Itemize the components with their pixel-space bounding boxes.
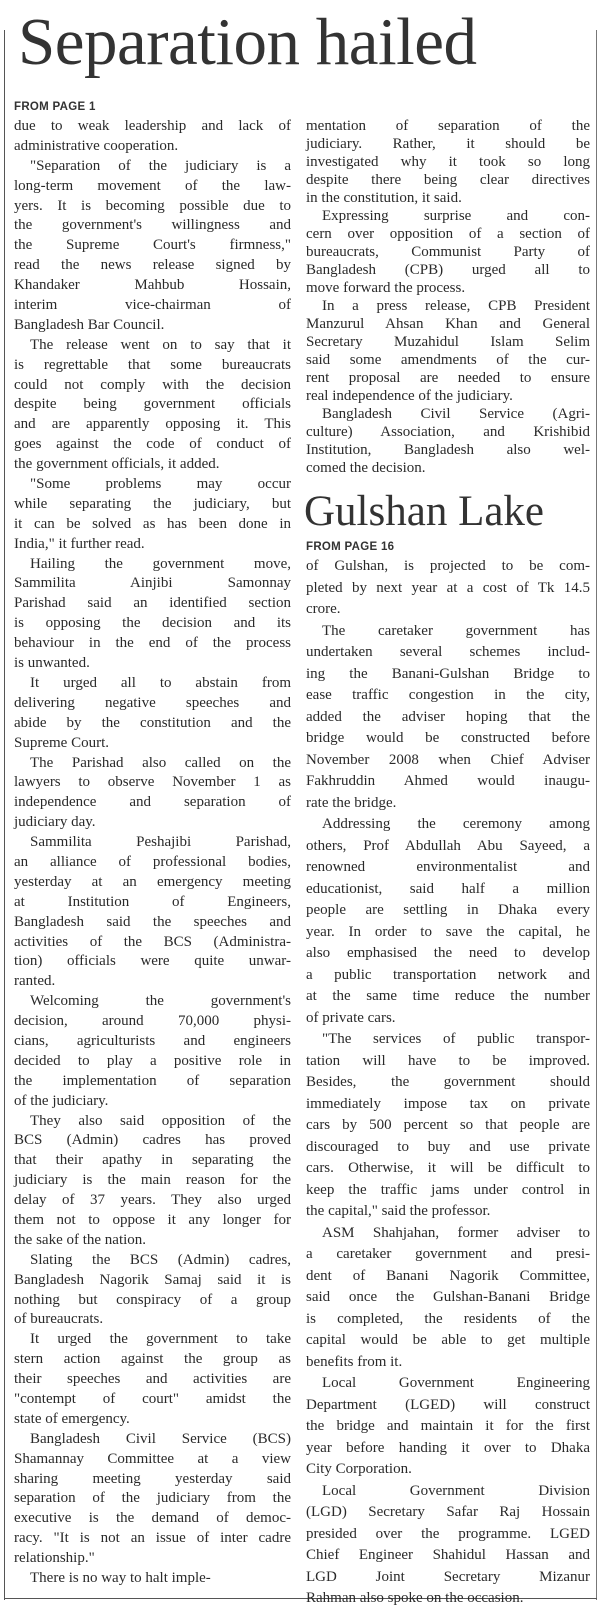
paragraph — [306, 297, 590, 405]
text-line: "Some problems may occur — [30, 476, 291, 493]
text-line: delivering negative speeches and — [14, 694, 291, 711]
text-line: also emphasised the need to develop — [306, 945, 590, 961]
text-line: of the judiciary. — [14, 1092, 109, 1109]
text-line: Rahman also spoke on the occasion. — [306, 1590, 524, 1606]
text-line: of Gulshan, is projected to be com- — [306, 558, 590, 574]
text-line: Institution, Bangladesh also wel- — [306, 442, 590, 458]
text-line: LGD Joint Secretary Mizanur — [306, 1568, 590, 1585]
paragraph — [14, 754, 291, 834]
text-line: Department (LGED) will construct — [306, 1396, 590, 1413]
paragraph — [14, 117, 291, 157]
paragraph — [306, 207, 590, 297]
text-line: is opposing the decision and its — [14, 615, 291, 632]
paragraph — [14, 157, 291, 336]
text-line: an alliance of professional bodies, — [14, 853, 291, 870]
paragraph — [306, 814, 590, 1029]
text-line: Supreme Court. — [14, 734, 109, 751]
text-line: ranted. — [14, 973, 56, 990]
text-line: Besides, the government should — [306, 1074, 590, 1090]
text-line: cians, agriculturists and engineers — [14, 1032, 291, 1049]
text-line: Parishad said an identified section — [14, 595, 291, 612]
text-line: bridge would be constructed before — [306, 730, 590, 746]
text-line: a public transportation network and — [306, 966, 590, 983]
paragraph — [14, 833, 291, 992]
text-line: while separating the judiciary, but — [14, 495, 291, 512]
text-line: dent of Banani Nagorik Committee, — [306, 1267, 590, 1284]
paragraph — [14, 674, 291, 754]
text-line: said once the Gulshan-Banani Bridge — [306, 1289, 590, 1305]
text-line: goes against the code of conduct of — [14, 436, 291, 453]
text-line: The caretaker government has — [322, 622, 590, 639]
text-line: Local Government Engineering — [322, 1375, 590, 1391]
text-line: administrative cooperation. — [14, 137, 179, 154]
text-line: Slating the BCS (Admin) cadres, — [30, 1251, 291, 1268]
text-line: benefits from it. — [306, 1353, 403, 1370]
text-line: ease traffic congestion in the city, — [306, 687, 590, 703]
text-line: the government officials, it added. — [14, 456, 220, 473]
text-line: others, Prof Abdullah Abu Sayeed, a — [306, 837, 590, 854]
text-line: the capital," said the professor. — [306, 1203, 491, 1219]
text-line: pleted by next year at a cost of Tk 14.5 — [306, 579, 590, 596]
text-line: judiciary day. — [14, 814, 96, 831]
text-line: Addressing the ceremony among — [322, 816, 590, 832]
text-line: In a press release, CPB President — [322, 298, 590, 314]
text-line: separation of the judiciary from the — [14, 1490, 291, 1507]
text-line: Welcoming the government's — [30, 993, 291, 1010]
text-line: despite being government officials — [14, 396, 291, 413]
text-line: activities of the BCS (Administra- — [14, 933, 291, 950]
text-line: of private cars. — [306, 1009, 396, 1026]
text-line: India," it further read. — [14, 535, 145, 552]
text-line: Bangladesh Bar Council. — [14, 316, 165, 333]
article2-column — [306, 556, 590, 1610]
text-line: year before handing it over to Dhaka — [306, 1439, 590, 1456]
text-line: independence and separation of — [14, 794, 291, 811]
text-line: culture) Association, and Krishibid — [306, 424, 590, 440]
text-line: is unwanted. — [14, 655, 90, 672]
text-line: long-term movement of the law- — [14, 177, 291, 194]
text-line: the government's willingness and — [14, 217, 291, 234]
text-line: "The services of public transpor- — [322, 1031, 590, 1047]
text-line: at the same time reduce the number — [306, 988, 590, 1004]
text-line: Khandaker Mahbub Hossain, — [14, 277, 291, 294]
text-line: The release went on to say that it — [30, 336, 291, 353]
text-line: at Institution of Engineers, — [14, 893, 291, 910]
text-line: of bureaucrats. — [14, 1311, 104, 1328]
paragraph — [14, 1112, 291, 1251]
text-line: Fakhruddin Ahmed would inaugu- — [306, 773, 590, 789]
text-line: cars. Otherwise, it will be difficult to — [306, 1160, 590, 1176]
text-line: and are apparently opposing it. This — [14, 416, 291, 433]
text-line: Sammilita Ainjibi Samonnay — [14, 575, 291, 592]
text-line: nothing but conspiracy of a group — [14, 1291, 291, 1308]
text-line: their speeches and activities are — [14, 1371, 291, 1388]
text-line: people are settling in Dhaka every — [306, 902, 590, 918]
paragraph — [306, 1029, 590, 1223]
article1-right-column — [306, 117, 590, 477]
text-line: Sammilita Peshajibi Parishad, — [30, 834, 291, 851]
paragraph — [306, 556, 590, 621]
text-line: is completed, the residents of the — [306, 1310, 590, 1327]
text-line: "Separation of the judiciary is a — [30, 157, 291, 174]
kicker-from-page-16: FROM PAGE 16 — [306, 541, 395, 553]
paragraph — [14, 555, 291, 674]
text-line: is regrettable that some bureaucrats — [14, 356, 291, 373]
text-line: year. In order to save the capital, he — [306, 923, 590, 940]
text-line: The Parishad also called on the — [30, 754, 291, 771]
text-line: City Corporation. — [306, 1461, 412, 1477]
text-line: move forward the process. — [306, 280, 466, 296]
text-line: "contempt of court" amidst the — [14, 1391, 291, 1407]
paragraph — [306, 1223, 590, 1374]
text-line: interim vice-chairman of — [14, 297, 291, 314]
text-line: yers. It is becoming possible due to — [14, 197, 291, 214]
text-line: investigated why it took so long — [306, 154, 590, 170]
text-line: due to weak leadership and lack of — [14, 118, 291, 134]
paragraph — [306, 405, 590, 477]
text-line: a caretaker government and presi- — [306, 1246, 590, 1262]
text-line: delay of 37 years. They also urged — [14, 1192, 291, 1209]
text-line: that their apathy in separating the — [14, 1152, 291, 1169]
text-line: them not to oppose it any longer for — [14, 1211, 291, 1228]
text-line: the Supreme Court's firmness," — [14, 237, 291, 254]
right-border-rule — [596, 30, 597, 1600]
text-line: comed the decision. — [306, 460, 426, 476]
text-line: Manzurul Ahsan Khan and General — [306, 316, 590, 332]
text-line: Hailing the government move, — [30, 555, 291, 572]
text-line: Shamannay Committee at a view — [14, 1450, 291, 1467]
text-line: (LGD) Secretary Safar Raj Hossain — [306, 1504, 590, 1520]
text-line: behaviour in the end of the process — [14, 635, 291, 652]
text-line: ASM Shahjahan, former adviser to — [322, 1224, 590, 1241]
text-line: Bangladesh Civil Service (Agri- — [322, 406, 590, 422]
text-line: tation will have to be improved. — [306, 1052, 590, 1069]
headline-separation-hailed: Separation hailed — [18, 5, 477, 79]
text-line: presided over the programme. LGED — [306, 1525, 590, 1542]
text-line: crore. — [306, 601, 341, 617]
text-line: real independence of the judiciary. — [306, 388, 513, 404]
kicker-from-page-1: FROM PAGE 1 — [14, 101, 96, 113]
text-line: stern action against the group as — [14, 1351, 291, 1368]
text-line: in the constitution, it said. — [306, 190, 462, 206]
text-line: Chief Engineer Shahidul Hassan and — [306, 1547, 590, 1563]
text-line: cern over opposition of a section of — [306, 226, 590, 242]
text-line: added the adviser hoping that the — [306, 708, 590, 725]
paragraph — [14, 1430, 291, 1569]
text-line: Bangladesh Civil Service (BCS) — [30, 1430, 291, 1447]
text-line: capital would be able to get multiple — [306, 1332, 590, 1348]
paragraph — [306, 1481, 590, 1610]
text-line: bureaucrats, Communist Party of — [306, 244, 590, 260]
headline-gulshan-lake: Gulshan Lake — [304, 488, 545, 535]
text-line: educationist, said half a million — [306, 880, 590, 897]
paragraph — [306, 117, 590, 207]
text-line: rate the bridge. — [306, 794, 397, 811]
text-line: yesterday at an emergency meeting — [14, 873, 291, 890]
text-line: Local Government Division — [322, 1482, 590, 1499]
text-line: undertaken several schemes includ- — [306, 644, 590, 660]
text-line: immediately impose tax on private — [306, 1095, 590, 1112]
text-line: They also said opposition of the — [30, 1112, 291, 1129]
text-line: judiciary is the main reason for the — [14, 1172, 291, 1189]
text-line: decision, around 70,000 physi- — [14, 1013, 291, 1030]
text-line: the sake of the nation. — [14, 1231, 147, 1248]
text-line: November 2008 when Chief Adviser — [306, 751, 590, 768]
paragraph — [306, 1373, 590, 1481]
text-line: There is no way to halt imple- — [30, 1570, 211, 1587]
text-line: executive is the demand of democ- — [14, 1510, 291, 1527]
text-line: BCS (Admin) cadres has proved — [14, 1132, 291, 1149]
text-line: the implementation of separation — [14, 1072, 291, 1089]
text-line: judiciary. Rather, it should be — [306, 136, 590, 152]
text-line: mentation of separation of the — [306, 118, 590, 134]
text-line: ing the Banani-Gulshan Bridge to — [306, 665, 590, 682]
text-line: said some amendments of the cur- — [306, 352, 590, 368]
text-line: the bridge and maintain it for the first — [306, 1418, 590, 1434]
article1-left-column — [14, 117, 291, 1589]
text-line: Bangladesh (CPB) urged all to — [306, 262, 590, 278]
text-line: sharing meeting yesterday said — [14, 1470, 291, 1487]
paragraph — [14, 336, 291, 475]
text-line: It urged all to abstain from — [30, 674, 291, 691]
paragraph — [14, 475, 291, 555]
text-line: keep the traffic jams under control in — [306, 1181, 590, 1198]
text-line: despite there being clear directives — [306, 172, 590, 188]
text-line: could not comply with the decision — [14, 376, 291, 393]
text-line: lawyers to observe November 1 as — [14, 774, 291, 791]
left-border-rule — [4, 30, 5, 1600]
text-line: tion) officials were quite unwar- — [14, 953, 291, 970]
text-line: Bangladesh said the speeches and — [14, 913, 291, 930]
text-line: decided to play a positive role in — [14, 1052, 291, 1069]
text-line: Bangladesh Nagorik Samaj said it is — [14, 1271, 291, 1288]
text-line: abide by the constitution and the — [14, 714, 291, 731]
text-line: relationship." — [14, 1550, 95, 1567]
paragraph — [14, 1330, 291, 1429]
paragraph — [14, 1569, 291, 1589]
text-line: Secretary Muzahidul Islam Selim — [306, 334, 590, 350]
paragraph — [14, 1251, 291, 1331]
text-line: cars by 500 percent so that people are — [306, 1117, 590, 1133]
text-line: racy. "It is not an issue of inter cadre — [14, 1530, 291, 1547]
text-line: state of emergency. — [14, 1410, 130, 1427]
text-line: It urged the government to take — [30, 1331, 291, 1348]
text-line: renowned environmentalist and — [306, 859, 590, 875]
text-line: rent proposal are needed to ensure — [306, 370, 590, 386]
text-line: it can be solved as has been done in — [14, 515, 291, 532]
text-line: read the news release signed by — [14, 257, 291, 274]
paragraph — [306, 621, 590, 815]
text-line: discouraged to buy and use private — [306, 1138, 590, 1155]
text-line: Expressing surprise and con- — [322, 208, 590, 224]
paragraph — [14, 992, 291, 1111]
